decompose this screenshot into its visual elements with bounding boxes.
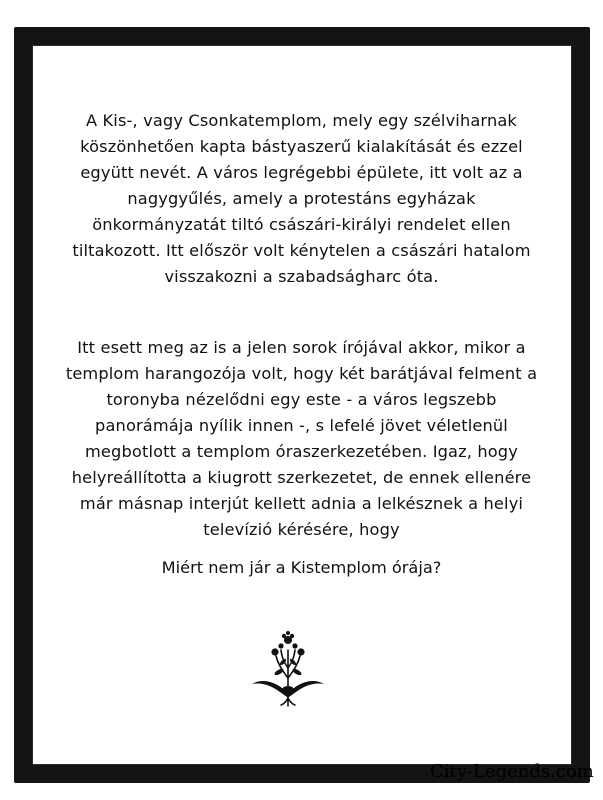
floral-ornament-icon xyxy=(248,628,328,708)
closing-question: Miért nem jár a Kistemplom órája? xyxy=(161,558,442,577)
site-watermark: City-Legends.com xyxy=(430,761,594,782)
paragraph-church-history: A Kis-, vagy Csonkatemplom, mely egy szélviharnak köszönhetően kapta bástyaszerű kialakítását és ezzel együtt nevét. A város legrégebbi épülete, itt volt az a nagygyűlés, amely a protestáns egyházak önkormányzatát tiltó császári-királyi rendelet ellen tiltakozott. Itt először volt kénytelen a császári hatalom visszakozni a szabadságharc óta. xyxy=(72,111,531,286)
paragraph-bell-ringer-story: Itt esett meg az is a jelen sorok írójával akkor, mikor a templom harangozója volt, hogy két barátjával felment a toronyba nézelődni egy este - a város legszebb panorámája nyílik innen -, s lefelé jövet véletlenül megbotlott a templom óraszerkezetében. Igaz, hogy helyreállította a kiugrott szerkezetet, de ennek ellenére már másnap interjút kellett adnia a lelkésznek a helyi televízió kérésére, hogy xyxy=(65,338,538,539)
document-body xyxy=(50,108,553,581)
